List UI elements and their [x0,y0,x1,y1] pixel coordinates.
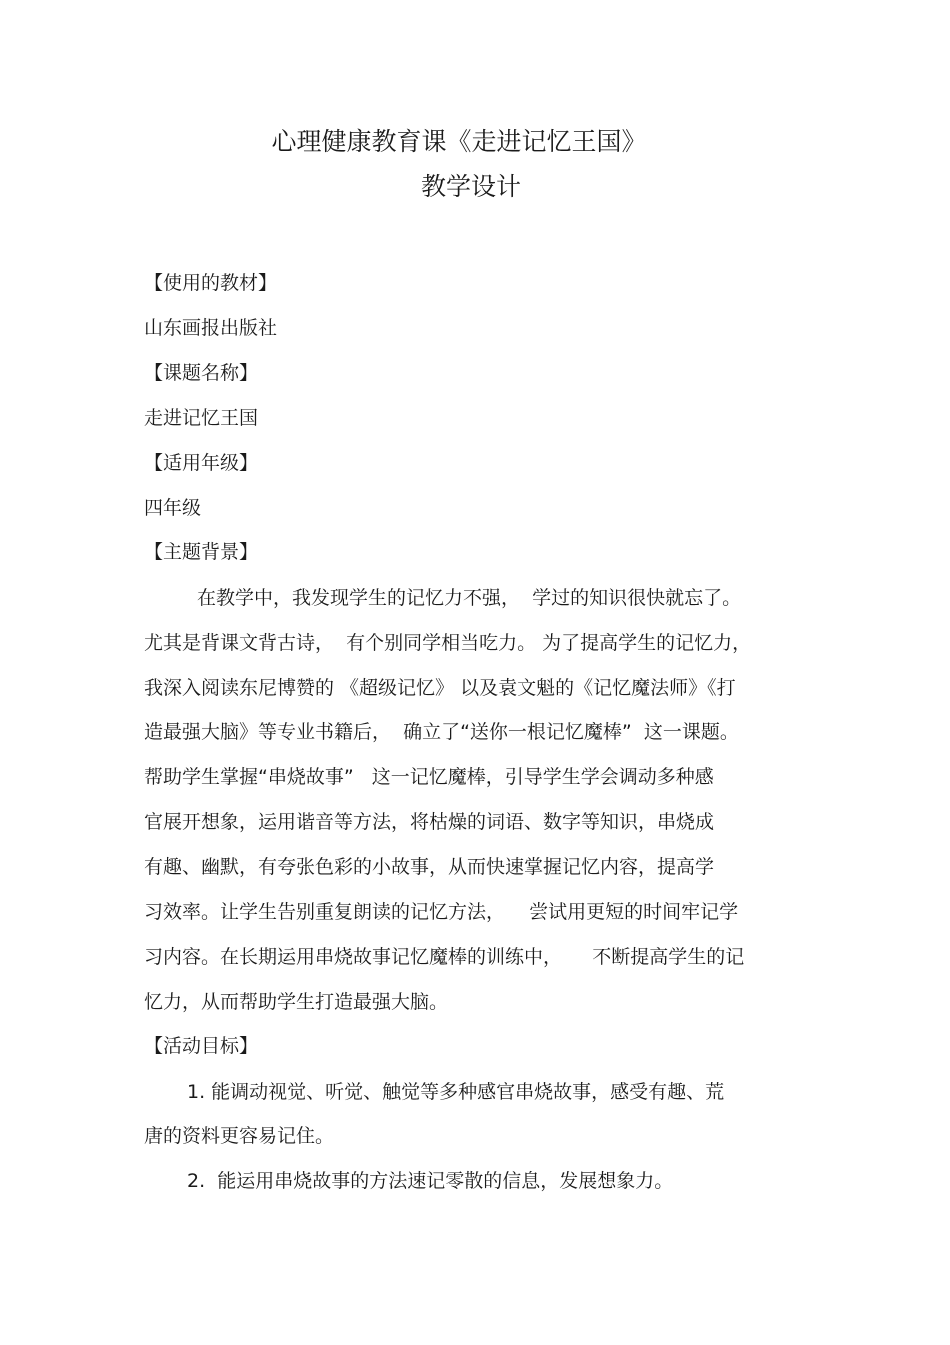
background-line: 有趣、幽默，有夸张色彩的小故事，从而快速掌握记忆内容，提高学 [144,856,715,878]
background-heading: 【主题背景】 [144,541,259,563]
goals-heading: 【活动目标】 [144,1035,259,1057]
background-line: 在教学中，我发现学生的记忆力不强， 学过的知识很快就忘了。 [197,587,742,609]
material-value: 山东画报出版社 [144,317,278,339]
goal-item: 1. 能调动视觉、听觉、触觉等多种感官串烧故事，感受有趣、荒 [187,1081,725,1103]
topic-value: 走进记忆王国 [144,407,259,429]
background-line: 我深入阅读东尼博赞的 《超级记忆》 以及袁文魁的《记忆魔法师》《打 [144,677,736,699]
document-subtitle: 教学设计 [420,172,521,201]
topic-heading: 【课题名称】 [144,362,259,384]
background-line: 造最强大脑》等专业书籍后， 确立了“送你一根记忆魔棒” 这一课题。 [144,721,739,743]
goal-item: 2. 能运用串烧故事的方法速记零散的信息，发展想象力。 [187,1170,674,1192]
background-line: 帮助学生掌握“串烧故事” 这一记忆魔棒，引导学生学会调动多种感 [144,766,714,788]
grade-value: 四年级 [144,497,202,519]
goal-item-continuation: 唐的资料更容易记住。 [144,1125,335,1147]
background-line: 习内容。在长期运用串烧故事记忆魔棒的训练中， 不断提高学生的记 [144,946,745,968]
background-line: 官展开想象，运用谐音等方法，将枯燥的词语、数字等知识，串烧成 [144,811,715,833]
grade-heading: 【适用年级】 [144,452,259,474]
material-heading: 【使用的教材】 [144,272,278,294]
background-line: 习效率。让学生告别重复朗读的记忆方法， 尝试用更短的时间牢记学 [144,901,739,923]
document-title: 心理健康教育课《走进记忆王国》 [271,127,647,156]
background-line: 尤其是背课文背古诗， 有个别同学相当吃力。 为了提高学生的记忆力， [144,632,752,654]
background-line: 忆力，从而帮助学生打造最强大脑。 [144,991,449,1013]
